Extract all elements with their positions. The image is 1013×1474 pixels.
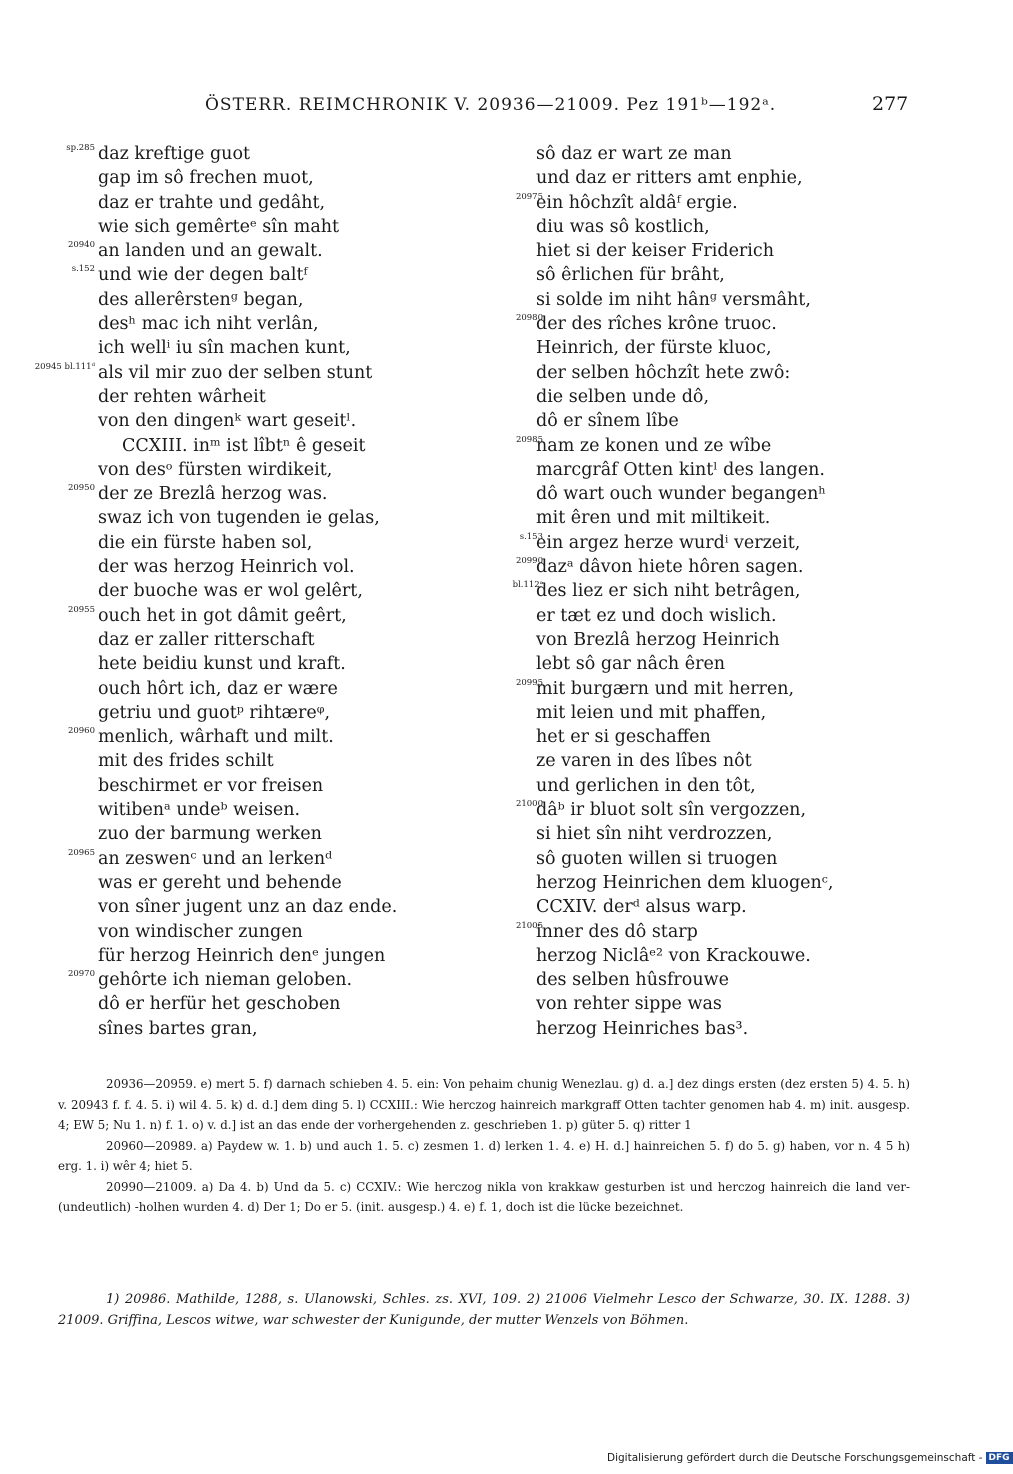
verse-line <box>20 895 460 919</box>
verse-text: marcgrâf Otten kintˡ des langen. <box>536 459 825 480</box>
verse-text: ein argez herze wurdⁱ verzeit, <box>536 532 801 553</box>
verse-line <box>20 992 460 1016</box>
verse-line <box>488 531 908 555</box>
verse-text: zuo der barmung werken <box>98 824 322 845</box>
verse-text: von Brezlâ herzog Heinrich <box>536 629 780 650</box>
verse-line <box>488 506 908 530</box>
apparatus-block: 20936—20959. e) mert 5. f) darnach schieben 4. 5. ein: Von pehaim chunig Wenezlau. g) d. a.] dez dings ersten (dez ersten 5) 4. 5. h) v. 20943 f. f. 4. 5. i) wil 4. 5. k) d. d.] dem ding 5. l) CCXIII.: Wie herczog hainreich markgraff Otten tachter genomen hab 4. m) init. ausgesp. 4; EW 5; Nu 1. n) f. 1. o) v. d.] ist an das ende der vorhergehenden z. geschrieben 1. p) güter 5. q) ritter 1 <box>58 1077 910 1132</box>
verse-text: für herzog Heinrich denᵉ jungen <box>98 945 386 966</box>
verse-line <box>488 409 908 433</box>
verse-text: ze varen in des lîbes nôt <box>536 751 752 772</box>
verse-text: der buoche was er wol gelêrt, <box>98 581 363 602</box>
verse-text: beschirmet er vor freisen <box>98 775 324 796</box>
footnote-text: 1) 20986. Mathilde, 1288, s. Ulanowski, Schles. zs. XVI, 109. 2) 21006 Vielmehr Lesco der Schwarze, 30. IX. 1288. 3) 21009. Griffina, Lescos witwe, war schwester der Kunigunde, der mutter Wenzels von Böhmen. <box>58 1292 910 1328</box>
dfg-credit <box>607 1452 1013 1464</box>
verse-line <box>488 215 908 239</box>
verse-line <box>488 628 908 652</box>
line-marker: 20965 <box>67 847 95 858</box>
verse-text: die selben unde dô, <box>536 386 710 407</box>
verse-line <box>488 166 908 190</box>
verse-line <box>20 263 460 287</box>
verse-text: nam ze konen und ze wîbe <box>536 435 772 456</box>
verse-text: gehôrte ich nieman geloben. <box>98 970 353 991</box>
verse-text: und daz er ritters amt enphie, <box>536 168 803 189</box>
line-marker: 20950 <box>67 483 95 494</box>
verse-line <box>488 944 908 968</box>
critical-apparatus <box>58 1074 910 1218</box>
verse-text: dô er sînem lîbe <box>536 411 679 432</box>
verse-line <box>20 215 460 239</box>
verse-line <box>488 604 908 628</box>
verse-text: si hiet sîn niht verdrozzen, <box>536 824 773 845</box>
verse-text: der ze Brezlâ herzog was. <box>98 484 328 505</box>
verse-line <box>20 1017 460 1041</box>
verse-line <box>20 677 460 701</box>
verse-line <box>20 579 460 603</box>
verse-line <box>20 458 460 482</box>
verse-text: herzog Heinriches bas³. <box>536 1018 749 1039</box>
line-marker: 20995 <box>515 677 543 688</box>
page-number: 277 <box>872 93 909 115</box>
verse-text: er tæt ez und doch wislich. <box>536 605 777 626</box>
verse-line <box>20 336 460 360</box>
verse-text: wie sich gemêrteᵉ sîn maht <box>98 216 340 237</box>
verse-line <box>488 1017 908 1041</box>
verse-line <box>488 288 908 312</box>
verse-line <box>488 336 908 360</box>
verse-text: witibenᵃ undeᵇ weisen. <box>98 800 301 821</box>
verse-text: mit leien und mit phaffen, <box>536 702 767 723</box>
line-marker: s.152 <box>71 264 95 275</box>
verse-text: sînes bartes gran, <box>98 1018 258 1039</box>
running-title: ÖSTERR. REIMCHRONIK V. 20936—21009. Pez 191ᵇ—192ᵃ. <box>205 95 777 115</box>
verse-text: von rehter sippe was <box>536 994 722 1015</box>
verse-text: von windischer zungen <box>98 921 303 942</box>
verse-line <box>488 774 908 798</box>
verse-line <box>488 920 908 944</box>
verse-text: der des rîches krône truoc. <box>536 314 777 335</box>
verse-text: desʰ mac ich niht verlân, <box>98 314 319 335</box>
verse-line <box>488 434 908 458</box>
verse-line <box>20 701 460 725</box>
verse-line <box>488 895 908 919</box>
verse-line <box>20 288 460 312</box>
dfg-logo: DFG <box>986 1452 1013 1464</box>
verse-text: dô er herfür het geschoben <box>98 994 341 1015</box>
verse-line <box>20 628 460 652</box>
verse-text: CCXIV. derᵈ alsus warp. <box>536 897 747 918</box>
verse-line <box>20 774 460 798</box>
line-marker: 21000 <box>515 799 543 810</box>
verse-line <box>488 263 908 287</box>
verse-line <box>20 239 460 263</box>
line-marker: 20980 <box>515 313 543 324</box>
verse-text: sô guoten willen si truogen <box>536 848 778 869</box>
verse-text: diu was sô kostlich, <box>536 216 710 237</box>
verse-text: an landen und an gewalt. <box>98 241 323 262</box>
verse-line <box>20 652 460 676</box>
verse-line <box>488 677 908 701</box>
verse-text: die ein fürste haben sol, <box>98 532 313 553</box>
verse-line <box>20 822 460 846</box>
verse-line <box>20 531 460 555</box>
line-marker: 21005 <box>515 920 543 931</box>
verse-line <box>488 968 908 992</box>
verse-text: der selben hôchzît hete zwô: <box>536 362 791 383</box>
verse-line <box>488 798 908 822</box>
verse-text: von den dingenᵏ wart geseitˡ. <box>98 411 357 432</box>
verse-line <box>488 847 908 871</box>
verse-text: als vil mir zuo der selben stunt <box>98 362 373 383</box>
verse-text: ein hôchzît aldâᶠ ergie. <box>536 192 738 213</box>
verse-text: CCXIII. inᵐ ist lîbtⁿ ê geseit <box>122 435 366 456</box>
verse-text: sô êrlichen für brâht, <box>536 265 725 286</box>
verse-text: getriu und guotᵖ rihtæreᵠ, <box>98 702 331 723</box>
verse-line <box>488 992 908 1016</box>
verse-text: was er gereht und behende <box>98 872 342 893</box>
verse-text: mit des frides schilt <box>98 751 274 772</box>
verse-text: von desᵒ fürsten wirdikeit, <box>98 459 333 480</box>
verse-text: des selben hûsfrouwe <box>536 970 729 991</box>
verse-line <box>20 798 460 822</box>
line-marker: 20970 <box>67 969 95 980</box>
verse-line <box>20 944 460 968</box>
verse-text: menlich, wârhaft und milt. <box>98 727 334 748</box>
line-marker: 20990 <box>515 556 543 567</box>
line-marker: s.153 <box>519 531 543 542</box>
verse-text: daz kreftige guot <box>98 144 251 164</box>
apparatus-block: 20990—21009. a) Da 4. b) Und da 5. c) CCXIV.: Wie herczog nikla von krakkaw gesturben ist und herczog hainreich die land ver- (undeutlich) -holhen wurden 4. d) Der 1; Do er 5. (init. ausgesp.) 4. e) f. 1, doch ist die lücke bezeichnet. <box>58 1179 910 1214</box>
verse-line <box>488 239 908 263</box>
verse-line <box>20 968 460 992</box>
line-marker: 20985 <box>515 434 543 445</box>
verse-text: lebt sô gar nâch êren <box>536 654 726 675</box>
verse-line <box>488 749 908 773</box>
verse-text: gap im sô frechen muot, <box>98 168 314 189</box>
verse-text: daz er zaller ritterschaft <box>98 629 315 650</box>
verse-line <box>20 920 460 944</box>
verse-line <box>20 482 460 506</box>
verse-line <box>488 871 908 895</box>
verse-text: und wie der degen baltᶠ <box>98 265 308 286</box>
line-marker: 20955 <box>67 604 95 615</box>
verse-text: daz er trahte und gedâht, <box>98 192 326 213</box>
footnotes <box>58 1290 910 1331</box>
left-verse-column <box>20 142 460 1041</box>
verse-line <box>488 555 908 579</box>
verse-line <box>20 725 460 749</box>
verse-line <box>20 434 460 458</box>
verse-text: sô daz er wart ze man <box>536 144 732 164</box>
verse-text: ouch het in got dâmit geêrt, <box>98 605 347 626</box>
verse-line <box>488 312 908 336</box>
line-marker: sp.285 <box>66 143 95 153</box>
verse-line <box>488 652 908 676</box>
line-marker: 20960 <box>67 726 95 737</box>
line-marker: 20940 <box>67 240 95 251</box>
line-marker: 20945 bl.111ᵈ <box>34 361 95 372</box>
verse-line <box>20 409 460 433</box>
verse-line <box>20 749 460 773</box>
verse-line <box>20 506 460 530</box>
apparatus-block: 20960—20989. a) Paydew w. 1. b) und auch 1. 5. c) zesmen 1. d) lerken 1. 4. e) H. d.] hainreichen 5. f) do 5. g) haben, vor n. 4 5 h) erg. 1. i) wêr 4; hiet 5. <box>58 1138 910 1173</box>
verse-text: ouch hôrt ich, daz er wære <box>98 678 338 699</box>
verse-line <box>488 385 908 409</box>
verse-line <box>488 482 908 506</box>
verse-text: herzog Niclâᵉ² von Krackouwe. <box>536 945 811 966</box>
verse-text: des allerêrstenᵍ began, <box>98 289 304 310</box>
verse-text: hete beidiu kunst und kraft. <box>98 654 346 675</box>
verse-line <box>488 579 908 603</box>
verse-text: swaz ich von tugenden ie gelas, <box>98 508 380 529</box>
verse-text: Heinrich, der fürste kluoc, <box>536 338 772 359</box>
verse-text: dazᵃ dâvon hiete hôren sagen. <box>536 557 804 578</box>
verse-text: mit êren und mit miltikeit. <box>536 508 771 529</box>
verse-line <box>488 361 908 385</box>
verse-text: dâᵇ ir bluot solt sîn vergozzen, <box>536 800 807 821</box>
verse-text: hiet si der keiser Friderich <box>536 241 774 262</box>
verse-text: herzog Heinrichen dem kluogenᶜ, <box>536 872 834 893</box>
verse-line <box>20 871 460 895</box>
verse-text: an zeswenᶜ und an lerkenᵈ <box>98 848 333 869</box>
verse-text: dô wart ouch wunder begangenʰ <box>536 484 826 505</box>
verse-text: het er si geschaffen <box>536 727 711 748</box>
verse-text: der rehten wârheit <box>98 386 266 407</box>
verse-line <box>20 312 460 336</box>
verse-line <box>488 822 908 846</box>
line-marker: 20975 <box>515 191 543 202</box>
verse-line <box>20 847 460 871</box>
verse-text: und gerlichen in den tôt, <box>536 775 756 796</box>
verse-text: von sîner jugent unz an daz ende. <box>98 897 398 918</box>
verse-line <box>20 361 460 385</box>
line-marker: bl.112ᵃ <box>512 580 543 591</box>
dfg-credit-text: Digitalisierung gefördert durch die Deutsche Forschungsgemeinschaft - <box>607 1452 983 1464</box>
verse-line <box>488 725 908 749</box>
verse-text: ich wellⁱ iu sîn machen kunt, <box>98 338 351 359</box>
verse-line <box>20 604 460 628</box>
verse-line <box>488 142 908 166</box>
verse-line <box>488 191 908 215</box>
verse-line <box>20 166 460 190</box>
verse-line <box>488 458 908 482</box>
verse-line <box>20 555 460 579</box>
verse-text: der was herzog Heinrich vol. <box>98 557 355 578</box>
verse-line <box>20 142 460 166</box>
verse-line <box>20 191 460 215</box>
verse-text: inner des dô starp <box>536 921 698 942</box>
right-verse-column <box>488 142 908 1041</box>
page-header <box>0 95 1000 121</box>
verse-text: mit burgærn und mit herren, <box>536 678 795 699</box>
verse-line <box>488 701 908 725</box>
verse-text: des liez er sich niht betrâgen, <box>536 581 801 602</box>
verse-line <box>20 385 460 409</box>
verse-text: si solde im niht hânᵍ versmâht, <box>536 289 811 310</box>
